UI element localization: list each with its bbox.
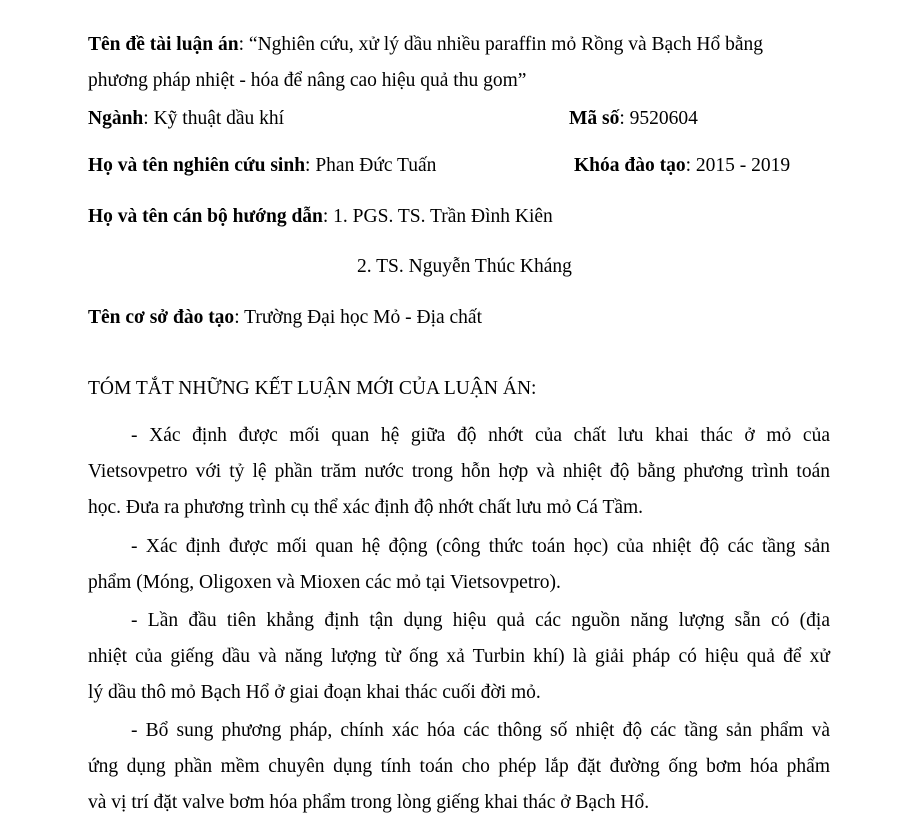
summary-line-10: ứng dụng phần mềm chuyên dụng tính toán cho phép lắp đặt đường ống bơm hóa phẩm (88, 756, 830, 777)
summary-line-5: phẩm (Móng, Oligoxen và Mioxen các mỏ tại Vietsovpetro). (88, 572, 561, 593)
summary-line-4: - Xác định được mối quan hệ động (công thức toán học) của nhiệt độ các tầng sản (131, 536, 830, 557)
code-label: Mã số (569, 108, 620, 129)
summary-line-6: - Lần đầu tiên khẳng định tận dụng hiệu quả các nguồn năng lượng sẵn có (địa (131, 610, 830, 631)
code-row (569, 107, 698, 131)
thesis-title-label: Tên đề tài luận án (88, 34, 239, 55)
code-value: : 9520604 (619, 108, 698, 129)
institution-value: : Trường Đại học Mỏ - Địa chất (234, 307, 483, 328)
thesis-title-text-1: : “Nghiên cứu, xử lý dầu nhiều paraffin mỏ Rồng và Bạch Hổ bằng (238, 34, 764, 55)
institution-row (88, 306, 482, 330)
student-row (88, 154, 436, 178)
student-value: : Phan Đức Tuấn (305, 155, 437, 176)
advisor-row (88, 205, 553, 229)
summary-line-1: - Xác định được mối quan hệ giữa độ nhớt của chất lưu khai thác ở mỏ của (131, 425, 830, 446)
summary-line-2: Vietsovpetro với tỷ lệ phần trăm nước trong hỗn hợp và nhiệt độ bằng phương trình toán (88, 461, 830, 482)
course-value: : 2015 - 2019 (685, 155, 791, 176)
student-label: Họ và tên nghiên cứu sinh (88, 155, 306, 176)
summary-line-8: lý dầu thô mỏ Bạch Hổ ở giai đoạn khai thác cuối đời mỏ. (88, 682, 541, 703)
summary-line-3: học. Đưa ra phương trình cụ thể xác định độ nhớt chất lưu mỏ Cá Tầm. (88, 497, 644, 518)
advisor-1: : 1. PGS. TS. Trần Đình Kiên (322, 206, 553, 227)
summary-line-9: - Bổ sung phương pháp, chính xác hóa các thông số nhiệt độ các tầng sản phẩm và (131, 720, 830, 741)
course-row (574, 154, 790, 178)
thesis-title-text-2: phương pháp nhiệt - hóa để nâng cao hiệu quả thu gom” (88, 70, 527, 91)
major-row (88, 107, 284, 131)
thesis-title-line-1 (88, 33, 763, 57)
summary-line-11: và vị trí đặt valve bơm hóa phẩm trong lòng giếng khai thác ở Bạch Hổ. (88, 792, 650, 813)
advisor-2-row (357, 255, 572, 279)
course-label: Khóa đào tạo (574, 155, 686, 176)
major-label: Ngành (88, 108, 144, 129)
major-value: : Kỹ thuật dầu khí (143, 108, 285, 129)
advisor-2: 2. TS. Nguyễn Thúc Kháng (357, 256, 572, 277)
advisor-label: Họ và tên cán bộ hướng dẫn (88, 206, 323, 227)
summary-line-7: nhiệt của giếng dầu và năng lượng từ ống xả Turbin khí) là giải pháp có hiệu quả để xử (88, 646, 830, 667)
summary-heading: TÓM TẮT NHỮNG KẾT LUẬN MỚI CỦA LUẬN ÁN: (88, 378, 537, 399)
institution-label: Tên cơ sở đào tạo (88, 307, 235, 328)
thesis-title-line-2 (88, 69, 526, 93)
